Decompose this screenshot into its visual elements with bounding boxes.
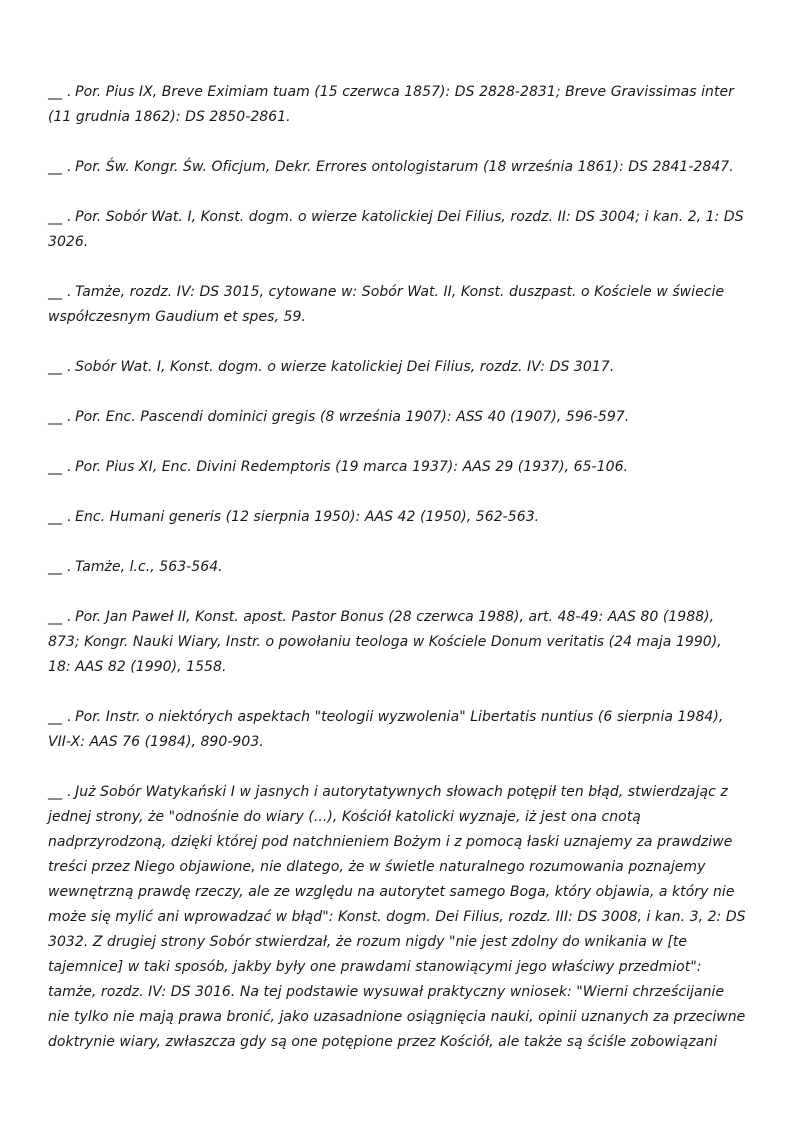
footnote-text: Por. Instr. o niektórych aspektach "teologii wyzwolenia" Libertatis nuntius (6 sierpnia 1984), VII-X: AAS 76 (1984), 890-903. xyxy=(48,709,724,750)
footnote-marker: __ . xyxy=(48,409,72,425)
footnote-text: Por. Jan Paweł II, Konst. apost. Pastor Bonus (28 czerwca 1988), art. 48-49: AAS 80 (1988), 873; Kongr. Nauki Wiary, Instr. o powołaniu teologa w Kościele Donum veritatis (24 maja 1990), 18: AAS 82 (1990), 1558. xyxy=(48,609,722,675)
footnote xyxy=(48,155,748,180)
footnote-marker: __ . xyxy=(48,609,72,625)
footnote-marker: __ . xyxy=(48,284,72,300)
footnote-text: Sobór Wat. I, Konst. dogm. o wierze katolickiej Dei Filius, rozdz. IV: DS 3017. xyxy=(75,359,615,375)
footnote xyxy=(48,80,748,130)
footnote xyxy=(48,205,748,255)
footnote-text: Enc. Humani generis (12 sierpnia 1950): AAS 42 (1950), 562-563. xyxy=(75,509,540,525)
footnote-text: Por. Pius XI, Enc. Divini Redemptoris (19 marca 1937): AAS 29 (1937), 65-106. xyxy=(75,459,629,475)
footnote-text: Por. Enc. Pascendi dominici gregis (8 września 1907): ASS 40 (1907), 596-597. xyxy=(75,409,630,425)
footnote-text: Już Sobór Watykański I w jasnych i autorytatywnych słowach potępił ten błąd, stwierdzając z jednej strony, że "odnośnie do wiary (...), Kościół katolicki wyznaje, iż jest ona cnotą nadprzyrodzoną, dzięki której pod natchnieniem Bożym i z pomocą łaski uznajemy za prawdziwe treści przez Niego objawione, nie dlatego, że w świetle naturalnego rozumowania poznajemy wewnętrzną prawdę rzeczy, ale ze względu na autorytet samego Boga, który objawia, a który nie może się mylić ani wprowadzać w błąd": Konst. dogm. Dei Filius, rozdz. III: DS 3008, i kan. 3, 2: DS 3032. Z drugiej strony Sobór stwierdzał, że rozum nigdy "nie jest zdolny do wnikania w [te tajemnice] w taki sposób, jakby były one prawdami stanowiącymi jego właściwy przedmiot": tamże, rozdz. IV: DS 3016. Na tej podstawie wysuwał praktyczny wniosek: "Wierni chrześcijanie nie tylko nie mają prawa bronić, jako uzasadnione osiągnięcia nauki, opinii uznanych za przeciwne doktrynie wiary, zwłaszcza gdy są one potępione przez Kościół, ale także są ściśle zobowiązani xyxy=(48,784,746,1050)
footnotes-list xyxy=(48,80,748,1080)
footnote xyxy=(48,405,748,430)
footnote-marker: __ . xyxy=(48,359,72,375)
footnote xyxy=(48,505,748,530)
footnote-marker: __ . xyxy=(48,709,72,725)
footnote-text: Por. Sobór Wat. I, Konst. dogm. o wierze katolickiej Dei Filius, rozdz. II: DS 3004; i kan. 2, 1: DS 3026. xyxy=(48,209,744,250)
footnote-text: Tamże, l.c., 563-564. xyxy=(75,559,223,575)
footnote xyxy=(48,455,748,480)
footnote xyxy=(48,780,748,1055)
footnote-marker: __ . xyxy=(48,209,72,225)
footnote-marker: __ . xyxy=(48,159,72,175)
footnote-marker: __ . xyxy=(48,559,72,575)
footnote-marker: __ . xyxy=(48,509,72,525)
footnote-text: Por. Św. Kongr. Św. Oficjum, Dekr. Errores ontologistarum (18 września 1861): DS 2841-2847. xyxy=(75,159,734,175)
footnote-text: Por. Pius IX, Breve Eximiam tuam (15 czerwca 1857): DS 2828-2831; Breve Gravissimas inter (11 grudnia 1862): DS 2850-2861. xyxy=(48,84,734,125)
footnote-text: Tamże, rozdz. IV: DS 3015, cytowane w: Sobór Wat. II, Konst. duszpast. o Kościele w świecie współczesnym Gaudium et spes, 59. xyxy=(48,284,725,325)
footnote xyxy=(48,705,748,755)
footnote xyxy=(48,355,748,380)
footnote xyxy=(48,555,748,580)
footnote xyxy=(48,280,748,330)
footnote-marker: __ . xyxy=(48,84,72,100)
footnote-marker: __ . xyxy=(48,459,72,475)
footnote xyxy=(48,605,748,680)
footnote-marker: __ . xyxy=(48,784,72,800)
